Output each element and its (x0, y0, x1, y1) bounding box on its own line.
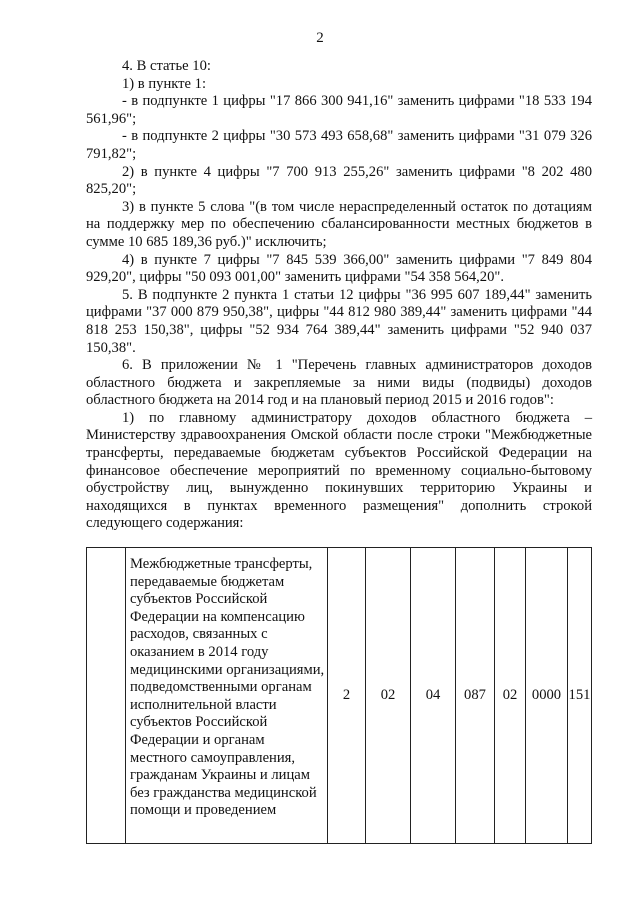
code-cell: 02 (495, 548, 526, 844)
paragraph: - в подпункте 2 цифры "30 573 493 658,68" заменить цифрами "31 079 326 791,82"; (86, 128, 592, 162)
paragraph: 5. В подпункте 2 пункта 1 статьи 12 цифры "36 995 607 189,44" заменить цифрами "37 000 879 950,38", цифры "44 812 980 389,44" заменить цифрами "44 818 253 150,38", цифры "52 934 764 389,44" заменить цифрами "52 940 037 150,38". (86, 286, 592, 356)
code-cell: 087 (456, 548, 495, 844)
code-cell: 151 (568, 548, 592, 844)
revenue-table (86, 547, 592, 844)
paragraph: 2) в пункте 4 цифры "7 700 913 255,26" заменить цифрами "8 202 480 825,20"; (86, 163, 592, 198)
code-cell: 2 (328, 548, 366, 844)
revenue-description-cell: Межбюджетные трансферты, передаваемые бюджетам субъектов Российской Федерации на компенсацию расходов, связанных с оказанием в 2014 году медицинскими организациями, подведомственными органам исполнительной власти субъектов Российской Федерации и органам местного самоуправления, гражданам Украины и лицам без гражданства медицинской помощи и проведением (126, 548, 328, 844)
paragraph: 4. В статье 10: (122, 58, 211, 74)
code-cell: 0000 (526, 548, 568, 844)
table-row (87, 548, 592, 844)
code-cell: 02 (366, 548, 411, 844)
page-number: 2 (316, 30, 324, 46)
code-cell: 04 (411, 548, 456, 844)
paragraph: 4) в пункте 7 цифры "7 845 539 366,00" заменить цифрами "7 849 804 929,20", цифры "50 093 001,00" заменить цифрами "54 358 564,20". (86, 251, 592, 286)
paragraph: 1) по главному администратору доходов областного бюджета – Министерству здравоохранения Омской области после строки "Межбюджетные трансферты, передаваемые бюджетам субъектов Российской Федерации на финансовое обеспечение мероприятий по временному социально-бытовому обустройству лиц, вынужденно покинувших территорию Украины и находящихся в пунктах временного размещения" дополнить строкой следующего содержания: (86, 409, 592, 532)
paragraph: - в подпункте 1 цифры "17 866 300 941,16" заменить цифрами "18 533 194 561,96"; (86, 93, 592, 127)
paragraph: 6. В приложении № 1 "Перечень главных администраторов доходов областного бюджета и закрепляемые за ними виды (подвиды) доходов областного бюджета на 2014 год и на плановый период 2015 и 2016 годов": (86, 357, 592, 409)
paragraph: 1) в пункте 1: (122, 75, 207, 92)
document-body (86, 58, 592, 533)
empty-cell (87, 548, 126, 844)
paragraph: 3) в пункте 5 слова "(в том числе нераспределенный остаток по дотациям на поддержку мер по обеспечению сбалансированности местных бюджетов в сумме 10 685 189,36 руб.)" исключить; (86, 198, 592, 250)
